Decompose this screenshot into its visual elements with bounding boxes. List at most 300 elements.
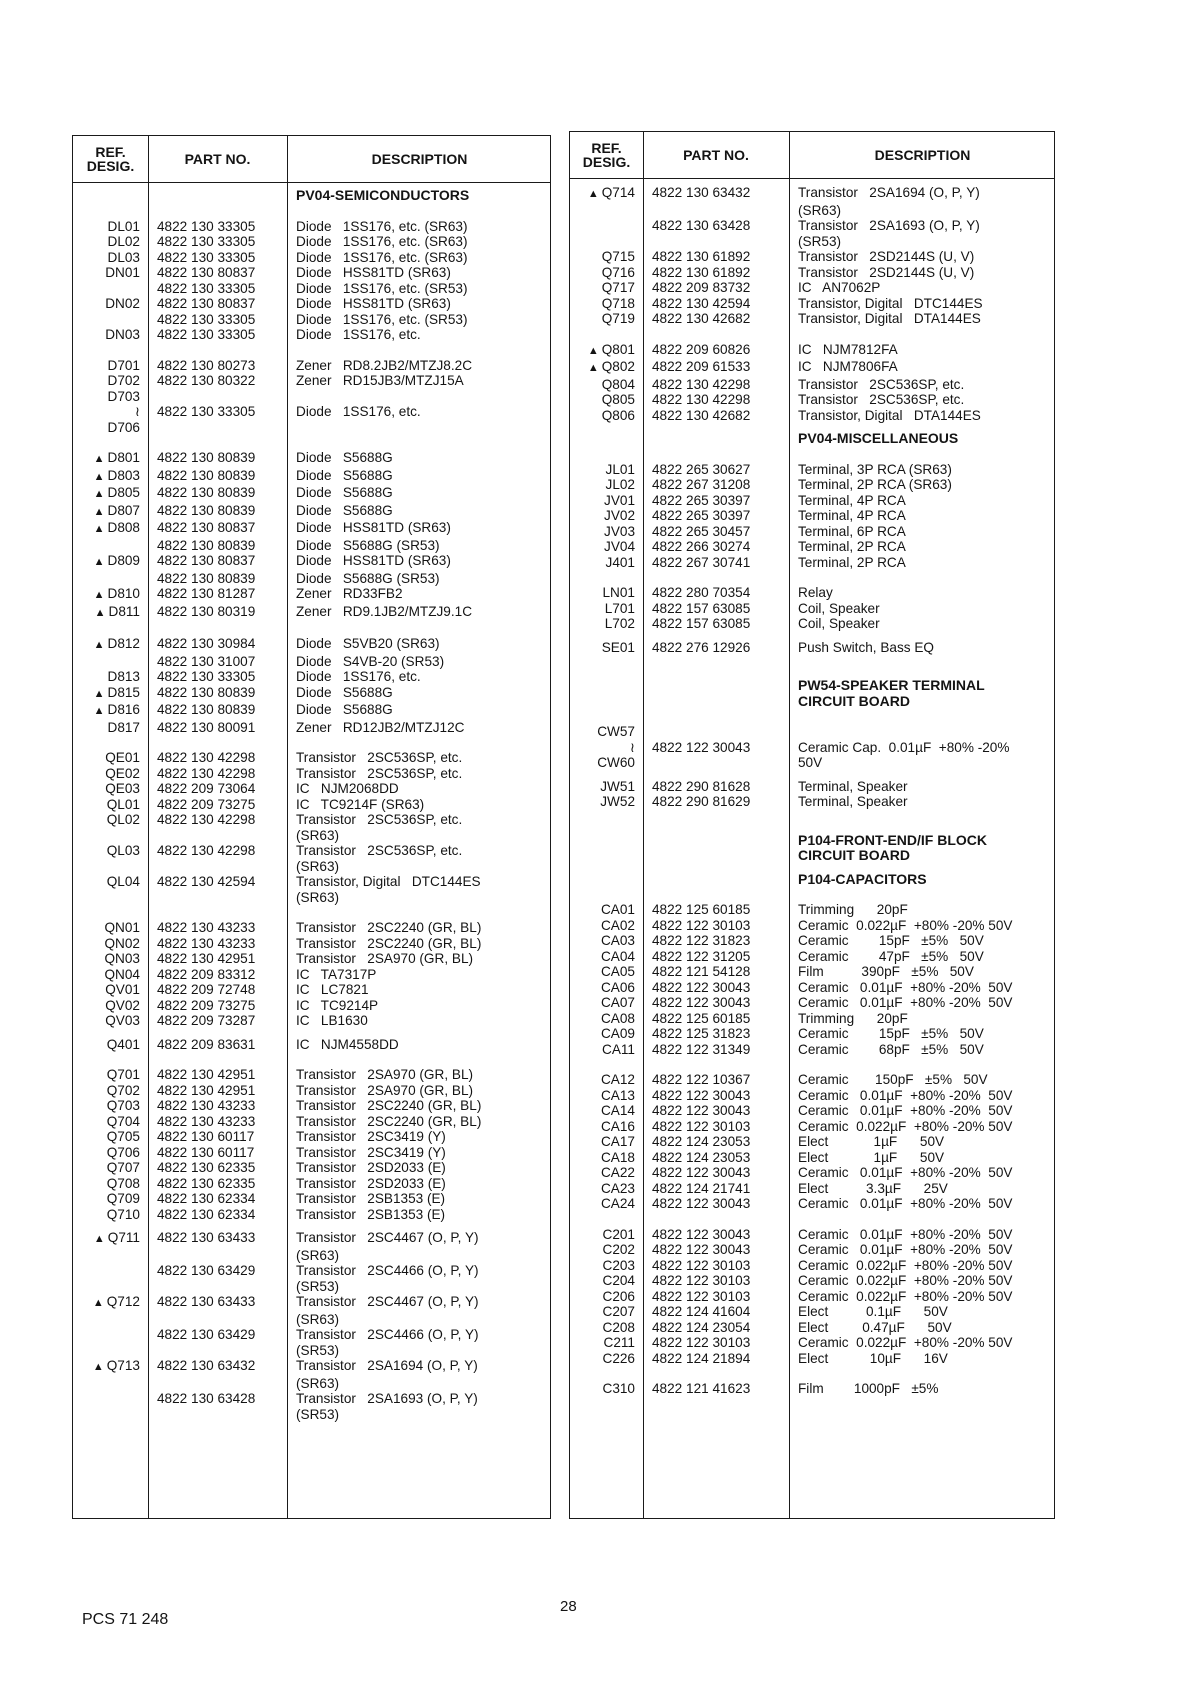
part-number: 4822 122 30103 [652,1118,751,1134]
ref-text: CA22 [600,1165,635,1180]
row-spacer [73,1029,550,1037]
part-description: Transistor 2SA970 (GR, BL) [296,1067,474,1082]
ref-text: QL02 [106,812,140,827]
ref-text: DN01 [105,265,140,280]
part-row [73,890,550,906]
ref-text: QN01 [104,920,140,935]
part-row [73,1083,550,1099]
ref-text: Q705 [106,1129,140,1144]
row-spacer [570,709,1054,724]
section-heading [570,833,1054,849]
ref-designator [570,1072,643,1088]
part-description: Ceramic Cap. 0.01µF +80% -20% [798,739,1010,755]
part-description: Transistor 2SC536SP, etc. [296,843,463,858]
part-description: IC NJM7812FA [798,341,898,357]
part-number: 4822 209 83312 [157,966,256,982]
part-description: Film 390pF ±5% 50V [798,964,974,979]
part-row [73,1327,550,1343]
ref-text: D810 [107,586,140,601]
ref-text: QN04 [104,966,140,982]
part-row [73,420,550,436]
part-number: 4822 130 63428 [157,1391,256,1406]
part-description: Diode 1SS176, etc. [296,404,421,419]
part-number: 4822 130 42594 [157,874,256,889]
part-description: (SR63) [296,1247,340,1263]
ref-designator [570,1134,643,1150]
part-number: 4822 124 21741 [652,1180,751,1196]
ref-designator [73,219,148,235]
part-description: Zener RD33FB2 [296,586,403,601]
safety-warning-icon: ▲ [93,523,105,535]
ref-text: D813 [107,669,140,684]
ref-text: C226 [602,1350,635,1366]
ref-designator [570,1227,643,1243]
ref-designator [570,755,643,771]
part-number: 4822 130 30984 [157,636,256,651]
part-description: IC LB1630 [296,1013,368,1028]
part-description: Diode 1SS176, etc. [296,327,421,342]
safety-warning-icon: ▲ [93,1233,105,1245]
safety-warning-icon: ▲ [94,606,106,619]
row-spacer [570,447,1054,462]
ref-text: JL01 [605,461,635,477]
part-description: Terminal, Speaker [798,794,908,809]
part-description: (SR53) [296,1342,340,1358]
part-row [73,1176,550,1192]
part-number: 4822 130 81287 [157,586,256,601]
part-description: Transistor 2SC2240 (GR, BL) [296,935,482,951]
ref-designator [73,843,148,859]
ref-designator [73,951,148,967]
part-number: 4822 130 43233 [157,1098,256,1113]
ref-text: DL02 [107,234,140,249]
ref-designator [73,702,148,720]
part-number: 4822 130 80839 [157,485,256,500]
part-number: 4822 209 73275 [157,997,256,1013]
part-description: Transistor 2SC4467 (O, P, Y) [296,1294,479,1309]
part-number: 4822 122 30043 [652,1103,751,1118]
part-description: Relay [798,585,833,600]
ref-text: SE01 [601,639,635,655]
ref-text: Q802 [601,359,635,374]
ref-text: D807 [107,502,140,518]
part-row [73,1098,550,1114]
part-row [73,654,550,670]
part-number: 4822 130 33305 [157,280,256,296]
part-description: Transistor 2SA970 (GR, BL) [296,951,474,966]
part-number: 4822 122 30103 [652,917,751,933]
ref-designator [73,812,148,828]
ref-text: JV04 [604,539,635,554]
ref-text: Q711 [107,1230,140,1245]
part-number: 4822 130 60117 [157,1129,255,1144]
ref-text: QE01 [105,750,140,765]
ref-text: QN03 [104,951,140,966]
part-row [570,1335,1054,1351]
row-spacer [570,632,1054,640]
part-description: Elect 1µF 50V [798,1149,945,1165]
part-row [570,249,1054,265]
part-description: Transistor 2SD2033 (E) [296,1175,446,1191]
part-number: 4822 130 42594 [652,295,751,311]
ref-designator [570,585,643,601]
ref-text: Q714 [601,185,635,200]
part-row [570,585,1054,601]
part-number: 4822 267 30741 [652,554,751,570]
part-row [73,468,550,486]
part-row [73,967,550,983]
part-number: 4822 130 42951 [157,951,256,966]
part-description: Terminal, 2P RCA (SR63) [798,477,952,492]
part-row [570,311,1054,327]
part-row [570,1242,1054,1258]
part-row [73,1114,550,1130]
part-description: Transistor 2SC536SP, etc. [798,392,965,407]
part-row [73,1129,550,1145]
part-description: Transistor 2SC536SP, etc. [296,750,463,765]
ref-designator [570,1165,643,1181]
ref-text: CA12 [600,1072,635,1087]
ref-designator [570,1026,643,1042]
part-description: Elect 0.1µF 50V [798,1304,948,1319]
safety-warning-icon: ▲ [93,556,105,568]
part-row [73,766,550,782]
ref-designator [570,918,643,934]
ref-designator [570,524,643,540]
ref-designator [73,234,148,250]
safety-warning-icon: ▲ [93,639,105,651]
part-number: 4822 130 62334 [157,1191,256,1206]
part-row [570,342,1054,360]
part-description: (SR53) [798,233,842,249]
part-row [73,874,550,890]
ref-designator [73,874,148,890]
ref-designator [73,1207,148,1223]
part-row [570,1304,1054,1320]
part-row [570,1381,1054,1397]
ref-designator [570,477,643,493]
ref-designator [570,1042,643,1058]
safety-warning-icon: ▲ [93,488,105,500]
part-description: Diode 1SS176, etc. (SR63) [296,218,468,234]
ref-designator [73,468,148,486]
section-title: P104-FRONT-END/IF BLOCK [798,831,988,848]
part-number: 4822 124 41604 [652,1304,751,1319]
part-description: Diode HSS81TD (SR63) [296,296,451,311]
ref-text: Q716 [601,264,635,280]
part-description: Diode S5688G [296,684,393,700]
section-heading [570,431,1054,447]
part-description: Transistor 2SA970 (GR, BL) [296,1082,474,1098]
ref-designator [73,1160,148,1176]
part-description: Terminal, 6P RCA [798,523,906,539]
part-row [570,949,1054,965]
part-row [570,1088,1054,1104]
part-number: 4822 130 33305 [157,669,256,684]
part-row [570,508,1054,524]
part-number: 4822 130 80837 [157,553,256,568]
ref-designator [570,1381,643,1397]
ref-designator [73,1176,148,1192]
part-row [570,408,1054,424]
part-description: (SR63) [296,858,340,874]
ref-text: D808 [107,520,140,535]
part-number: 4822 130 80837 [157,520,256,535]
ref-designator [570,933,643,949]
part-number: 4822 209 73275 [157,796,256,812]
ref-designator [570,724,643,740]
ref-designator [570,1273,643,1289]
ref-text: CA09 [600,1026,635,1041]
ref-designator [73,296,148,312]
part-row [73,1013,550,1029]
part-row [73,936,550,952]
part-row [73,828,550,844]
ref-text: DN03 [105,327,140,342]
safety-warning-icon: ▲ [93,470,105,483]
ref-designator [570,980,643,996]
part-row [570,601,1054,617]
section-title: P104-CAPACITORS [798,870,927,887]
ref-text: D811 [108,603,140,619]
ref-designator [73,327,148,343]
part-number: 4822 130 43233 [157,1113,256,1129]
part-number: 4822 130 63429 [157,1263,256,1278]
row-spacer [73,1222,550,1230]
part-description: Transistor 2SC3419 (Y) [296,1129,446,1144]
ref-designator [570,539,643,555]
ref-designator [570,1150,643,1166]
part-number: 4822 122 30103 [652,1335,751,1350]
part-number: 4822 130 80273 [157,357,256,373]
part-number: 4822 130 80839 [157,570,256,586]
part-number: 4822 122 30103 [652,1288,751,1304]
safety-warning-icon: ▲ [92,1297,104,1309]
ref-designator [73,998,148,1014]
ref-text: D801 [107,450,140,465]
part-row [73,571,550,587]
part-description: Transistor, Digital DTC144ES [798,295,983,311]
part-description: Transistor, Digital DTA144ES [798,407,981,423]
part-row [73,951,550,967]
part-number: 4822 130 80839 [157,537,256,553]
part-number: 4822 265 30397 [652,492,751,508]
part-description: Diode S5688G [296,467,393,483]
part-number: 4822 130 62335 [157,1160,256,1175]
part-number: 4822 130 80837 [157,296,256,311]
part-number: 4822 209 73287 [157,1013,256,1028]
ref-designator [570,1289,643,1305]
part-description: (SR63) [296,1375,340,1391]
part-row [570,477,1054,493]
part-number: 4822 130 63433 [157,1230,256,1245]
ref-designator [73,1358,148,1376]
part-number: 4822 121 41623 [652,1381,751,1396]
part-description: (SR53) [296,1406,340,1422]
part-description: Diode 1SS176, etc. (SR63) [296,234,468,249]
part-row [570,794,1054,810]
ref-text: D816 [107,702,140,717]
safety-warning-icon: ▲ [93,687,105,700]
part-description: Diode HSS81TD (SR63) [296,520,451,535]
ref-designator [73,1230,148,1248]
part-row [570,1351,1054,1367]
parts-table-left [72,135,551,1519]
ref-text: D703 [107,388,140,404]
ref-designator [570,995,643,1011]
ref-text: ≀ [629,739,635,755]
part-description: Ceramic 15pF ±5% 50V [798,1026,984,1041]
part-description: Transistor 2SC3419 (Y) [296,1144,446,1160]
ref-designator [570,794,643,810]
ref-text: C201 [602,1226,635,1242]
part-description: Ceramic 0.022µF +80% -20% 50V [798,917,1013,933]
ref-text: Q704 [106,1113,140,1129]
part-description: Transistor 2SB1353 (E) [296,1191,446,1206]
part-number: 4822 130 42298 [157,812,256,827]
ref-designator [73,1145,148,1161]
ref-text: Q707 [106,1160,140,1175]
ref-designator [570,508,643,524]
part-description: Terminal, 2P RCA [798,539,906,554]
part-number: 4822 209 60826 [652,341,751,357]
part-description: Ceramic 0.022µF +80% -20% 50V [798,1273,1013,1288]
ref-designator [570,377,643,393]
part-number: 4822 130 42298 [157,765,256,781]
part-description: Diode HSS81TD (SR63) [296,553,451,568]
ref-text: Q712 [106,1294,140,1309]
ref-text: DN02 [105,296,140,311]
ref-designator [73,265,148,281]
part-number: 4822 265 30457 [652,523,751,539]
part-number: 4822 209 83631 [157,1036,256,1052]
part-description: Ceramic 0.022µF +80% -20% 50V [798,1118,1013,1134]
part-row [570,555,1054,571]
part-number: 4822 209 83732 [652,280,751,295]
part-number: 4822 122 31349 [652,1041,751,1057]
part-row [570,462,1054,478]
parts-rows-right [570,185,1054,1397]
part-number: 4822 122 30103 [652,1273,751,1288]
part-number: 4822 130 42298 [157,843,256,858]
safety-warning-icon: ▲ [92,1361,104,1373]
part-description: Elect 1µF 50V [798,1134,945,1149]
part-number: 4822 130 80319 [157,603,256,619]
ref-designator [570,342,643,360]
part-number: 4822 122 30043 [652,1242,751,1257]
part-number: 4822 130 63433 [157,1294,256,1309]
ref-text: Q709 [106,1191,140,1206]
part-number: 4822 209 73064 [157,781,256,796]
part-description: Ceramic 68pF ±5% 50V [798,1041,984,1057]
row-spacer [570,655,1054,670]
part-number: 4822 130 42682 [652,407,751,423]
ref-text: QE02 [105,765,140,781]
ref-designator [73,1037,148,1053]
ref-designator [73,420,148,436]
ref-text: CA23 [600,1180,635,1196]
part-description: IC NJM4558DD [296,1036,399,1052]
row-spacer [73,343,550,358]
ref-designator [73,250,148,266]
part-row [570,359,1054,377]
ref-designator [73,373,148,389]
ref-designator [570,1242,643,1258]
ref-designator [73,553,148,571]
ref-text: CA07 [600,995,635,1010]
part-description: Elect 10µF 16V [798,1350,948,1366]
safety-warning-icon: ▲ [93,705,105,717]
ref-text: Q715 [601,249,635,264]
part-row [570,377,1054,393]
row-spacer [570,570,1054,585]
ref-designator [73,503,148,521]
part-number: 4822 130 62334 [157,1206,256,1222]
ref-designator [73,358,148,374]
part-row [73,750,550,766]
part-description: Diode S5VB20 (SR63) [296,636,440,651]
part-description: Diode 1SS176, etc. [296,669,421,684]
ref-text: QV02 [105,997,140,1013]
ref-text: D812 [107,636,140,651]
part-description: Transistor 2SC536SP, etc. [798,376,965,392]
ref-designator [570,1103,643,1119]
ref-designator [73,797,148,813]
part-row [73,720,550,736]
part-row [570,964,1054,980]
part-description: Ceramic 0.01µF +80% -20% 50V [798,1103,1013,1118]
part-number: 4822 130 42682 [652,311,751,326]
row-spacer [570,887,1054,902]
part-number: 4822 209 61533 [652,359,751,374]
ref-text: D815 [107,684,140,700]
ref-designator [570,601,643,617]
part-row [73,1279,550,1295]
part-number: 4822 290 81629 [652,794,751,809]
ref-designator [570,616,643,632]
part-row [570,1289,1054,1305]
part-row [73,1145,550,1161]
part-description: Film 1000pF ±5% [798,1381,939,1396]
ref-text: DL01 [107,218,140,234]
part-number: 4822 125 31823 [652,1026,751,1041]
ref-designator [73,1083,148,1099]
part-number: 4822 124 21894 [652,1350,751,1366]
part-row [73,1230,550,1248]
safety-warning-icon: ▲ [587,188,599,200]
ref-text: CA03 [600,933,635,948]
ref-designator [73,982,148,998]
part-number: 4822 122 31205 [652,948,751,964]
part-description: Ceramic 15pF ±5% 50V [798,933,984,948]
part-number: 4822 290 81628 [652,778,751,794]
section-heading [73,188,550,204]
section-heading [570,848,1054,864]
part-row [73,250,550,266]
part-row [570,1042,1054,1058]
part-description: Diode S5688G (SR53) [296,570,440,586]
ref-designator [570,1119,643,1135]
ref-designator [73,1098,148,1114]
part-description: IC NJM7806FA [798,359,898,374]
part-number: 4822 130 80091 [157,719,256,735]
part-description: Terminal, 4P RCA [798,492,906,508]
part-description: IC NJM2068DD [296,781,399,796]
part-number: 4822 130 42298 [652,392,751,407]
part-description: Transistor 2SC536SP, etc. [296,812,463,827]
part-number: 4822 130 33305 [157,311,256,327]
ref-designator [570,1258,643,1274]
